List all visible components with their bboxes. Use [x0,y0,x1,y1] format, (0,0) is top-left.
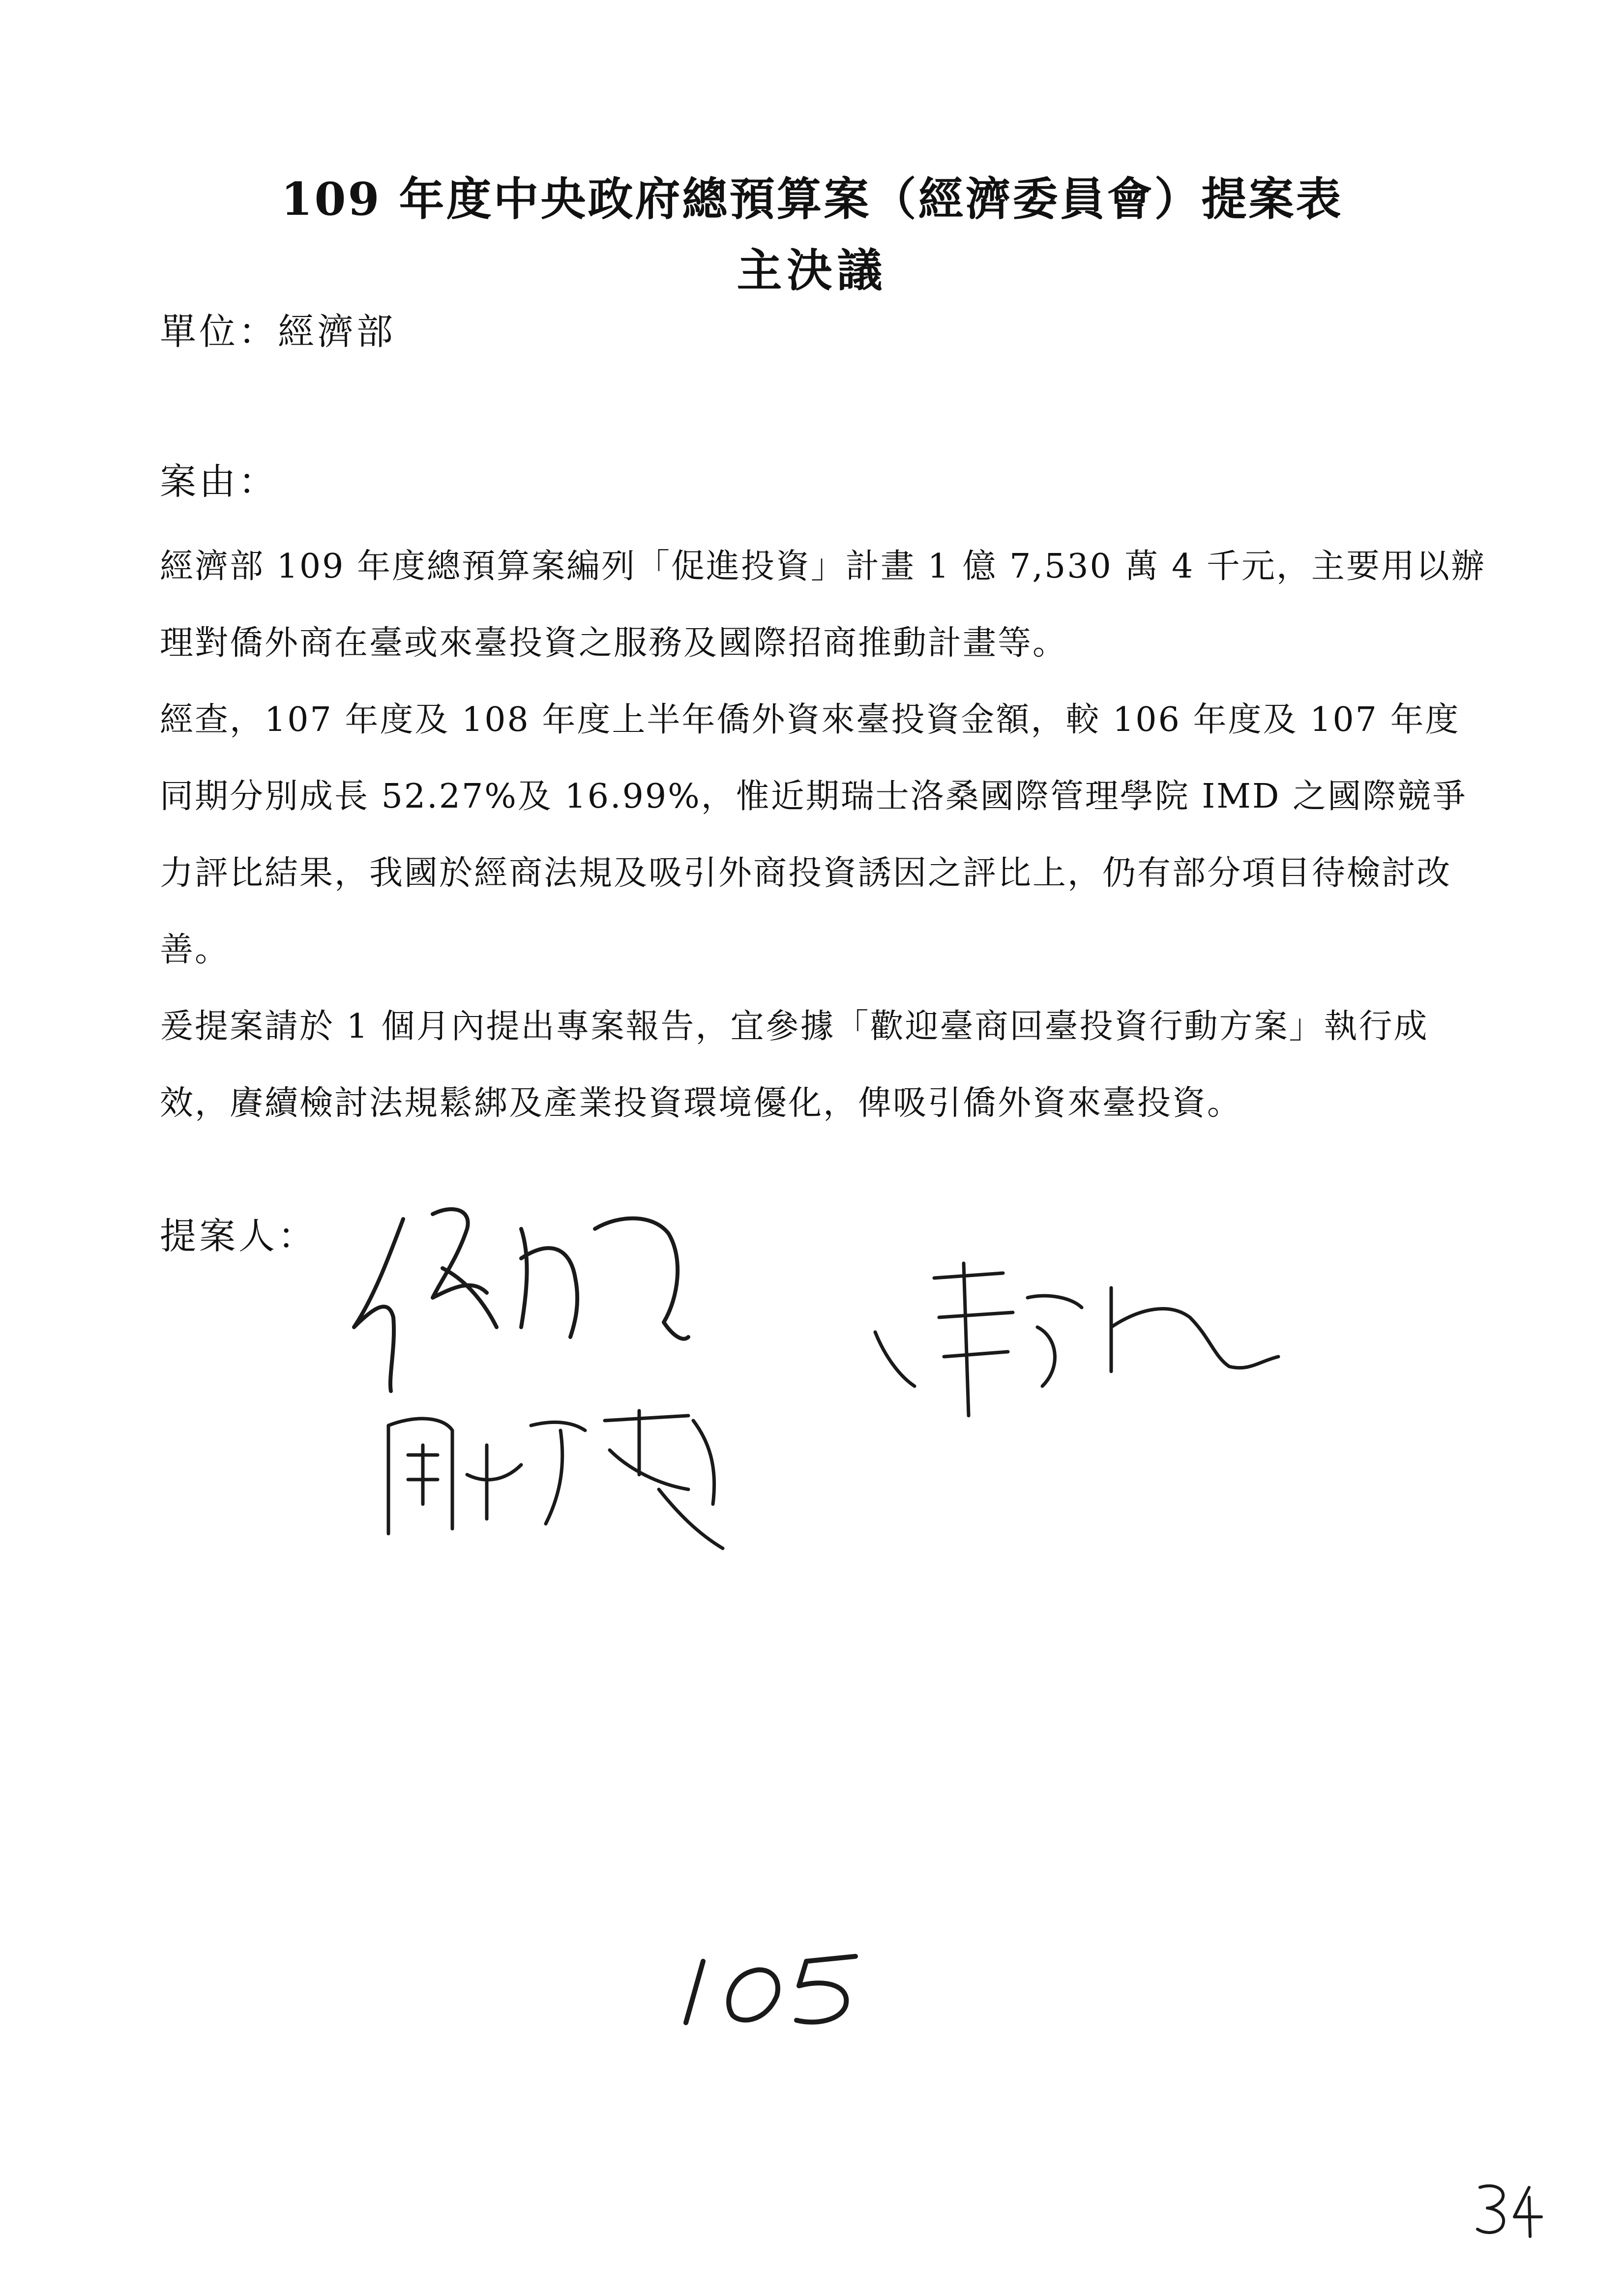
document-subtitle: 主決議 [737,244,887,297]
proposer-label: 提案人： [160,1215,317,1257]
unit-line [160,307,396,356]
handwritten-corner-number-34 [1477,2186,1541,2237]
reason-paragraph-3: 爰提案請於 1 個月內提出專案報告，宜參據「歡迎臺商回臺投資行動方案」執行成效，賡續檢討法規鬆綁及產業投資環境優化，俾吸引僑外資來臺投資。 [160,1007,1429,1123]
handwritten-page-number-105 [686,1956,856,2023]
document-title: 109 年度中央政府總預算案（經濟委員會）提案表 [281,173,1343,226]
reason-paragraph-2: 經查，107 年度及 108 年度上半年僑外資來臺投資金額，較 106 年度及 107 年度同期分別成長 52.27%及 16.99%，惟近期瑞士洛桑國際管理學院 IMD 之國際競爭力評比結果，我國於經商法規及吸引外商投資誘因之評比上，仍有部分項目待檢討改善。 [160,700,1468,969]
signature-2 [388,1411,723,1548]
unit-value: 經濟部 [278,311,396,353]
signature-1 [354,1209,688,1391]
reason-body [160,528,1487,1142]
reason-paragraph-1: 經濟部 109 年度總預算案編列「促進投資」計畫 1 億 7,530 萬 4 千元，主要用以辦理對僑外商在臺或來臺投資之服務及國際招商推動計畫等。 [160,547,1486,663]
reason-label: 案由： [160,461,278,503]
unit-label: 單位： [160,311,278,353]
signature-3 [875,1263,1278,1416]
